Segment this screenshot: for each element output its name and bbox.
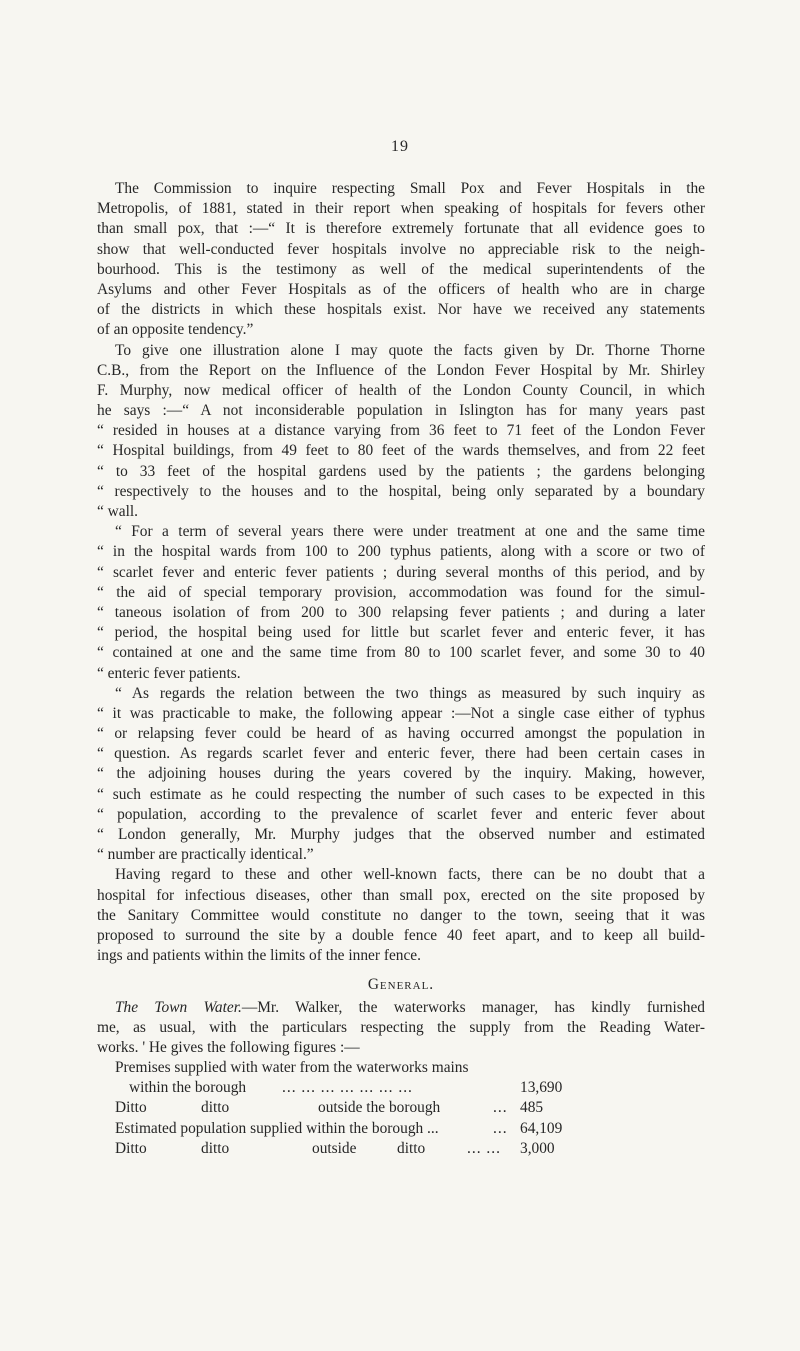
table-label: ditto: [201, 1139, 230, 1157]
table-value: 3,000: [520, 1139, 555, 1157]
text-line: “ question. As regards scarlet fever and enteric fever, there had been certain cases in: [97, 745, 705, 763]
text-line: “ wall.: [97, 503, 139, 520]
text-line: proposed to surround the site by a double fence 40 feet apart, and to keep all build-: [97, 926, 705, 944]
text-line: “ resided in houses at a distance varying from 36 feet to 71 feet of the London Fever: [97, 422, 705, 440]
text-line: “ contained at one and the same time from 80 to 100 scarlet fever, and some 30 to 40: [97, 644, 705, 662]
text-line: ings and patients within the limits of the inner fence.: [97, 947, 421, 965]
paragraph-town-water: [97, 998, 705, 1059]
text-line: To give one illustration alone I may quote the facts given by Dr. Thorne Thorne: [115, 341, 705, 359]
table-leader-dots: ... ...: [467, 1139, 501, 1157]
text-line: hospital for infectious diseases, other than small pox, erected on the site proposed by: [97, 886, 705, 904]
text-line: works. ' He gives the following figures :—: [97, 1038, 360, 1056]
table-label: Premises supplied with water from the waterworks mains: [115, 1059, 469, 1077]
table-value: 485: [520, 1099, 544, 1117]
text-line: bourhood. This is the testimony as well of the medical superintendents of the: [97, 260, 705, 278]
paragraph-commission-report: [97, 179, 705, 341]
page-number: 19: [391, 138, 409, 155]
text-line: “ to 33 feet of the hospital gardens used by the patients ; the gardens belonging: [97, 462, 705, 480]
text-line: “ scarlet fever and enteric fever patients ; during several months of this period, and by: [97, 563, 705, 581]
text-line: C.B., from the Report on the Influence of the London Fever Hospital by Mr. Shirley: [97, 361, 705, 379]
table-label: Estimated population supplied within the borough ...: [115, 1119, 439, 1137]
table-row: [97, 1139, 705, 1159]
table-value: 13,690: [520, 1079, 563, 1097]
text-line: “ London generally, Mr. Murphy judges that the observed number and estimated: [97, 826, 705, 843]
paragraph-treatment-term: [97, 522, 705, 684]
paragraph-conclusion: [97, 865, 705, 966]
text-line: he says :—“ A not inconsiderable population in Islington has for many years past: [97, 402, 705, 420]
text-run: —Mr. Walker, the waterworks manager, has kindly furnished: [241, 998, 705, 1016]
text-line: “ respectively to the houses and to the hospital, being only separated by a boundary: [97, 482, 705, 500]
text-line: me, as usual, with the particulars respecting the supply from the Reading Water-: [97, 1018, 705, 1036]
table-label: outside the borough: [318, 1099, 441, 1117]
table-value: 64,109: [520, 1119, 563, 1137]
text-line: The Commission to inquire respecting Small Pox and Fever Hospitals in the: [115, 180, 705, 197]
text-line: “ period, the hospital being used for little but scarlet fever and enteric fever, it has: [97, 624, 705, 642]
text-line: “ it was practicable to make, the following appear :—Not a single case either of typhus: [97, 704, 705, 722]
text-line: the Sanitary Committee would constitute no danger to the town, seeing that it was: [97, 906, 705, 924]
text-line: “ population, according to the prevalence of scarlet fever and enteric fever about: [97, 805, 705, 823]
text-line: “ taneous isolation of from 200 to 300 relapsing fever patients ; and during a later: [97, 603, 705, 621]
table-row: [97, 1058, 705, 1078]
text-line: “ As regards the relation between the two things as measured by such inquiry as: [115, 684, 705, 702]
text-line: “ enteric fever patients.: [97, 664, 241, 682]
text-line: “ For a term of several years there were under treatment at one and the same time: [115, 523, 705, 541]
table-label: ditto: [201, 1099, 230, 1117]
text-line: Having regard to these and other well-known facts, there can be no doubt that a: [115, 866, 705, 884]
table-label: ditto: [397, 1139, 426, 1157]
table-label: Ditto: [115, 1099, 147, 1117]
text-line: “ the aid of special temporary provision, accommodation was found for the simul-: [97, 583, 705, 601]
text-line: show that well-conducted fever hospitals involve no appreciable risk to the neigh-: [97, 240, 705, 258]
table-leader-dots: ...: [493, 1119, 508, 1137]
text-line: “ number are practically identical.”: [97, 846, 314, 864]
table-label: within the borough: [129, 1079, 247, 1097]
text-line: [97, 998, 705, 1018]
text-line: “ or relapsing fever could be heard of as having occurred amongst the population in: [97, 725, 705, 743]
section-heading: General.: [367, 976, 435, 994]
document-body: [97, 179, 705, 1159]
text-line: “ such estimate as he could respecting the number of such cases to be expected in this: [97, 785, 705, 803]
text-line: Asylums and other Fever Hospitals as of the officers of health who are in charge: [97, 280, 705, 298]
table-row: [97, 1098, 705, 1118]
text-line: “ Hospital buildings, from 49 feet to 80 feet of the wards themselves, and from 22 feet: [97, 442, 705, 460]
table-label: outside: [312, 1139, 357, 1157]
table-row: [97, 1078, 705, 1098]
text-line: “ the adjoining houses during the years covered by the inquiry. Making, however,: [97, 765, 705, 783]
text-line: F. Murphy, now medical officer of health of the London County Council, in which: [97, 381, 705, 399]
paragraph-thorne-illustration: [97, 341, 705, 523]
table-row: [97, 1119, 705, 1139]
text-line: of an opposite tendency.”: [97, 321, 254, 339]
paragraph-relation-inquiry: [97, 684, 705, 866]
text-line: “ in the hospital wards from 100 to 200 typhus patients, along with a score or two of: [97, 543, 705, 561]
text-line: of the districts in which these hospitals exist. Nor have we received any statements: [97, 301, 705, 319]
table-leader-dots: ...: [493, 1099, 508, 1117]
text-line: than small pox, that :—“ It is therefore extremely fortunate that all evidence goes to: [97, 220, 705, 238]
table-label: Ditto: [115, 1139, 147, 1157]
text-line: Metropolis, of 1881, stated in their report when speaking of hospitals for fevers other: [97, 200, 705, 218]
italic-lead: The Town Water.: [115, 998, 242, 1016]
water-figures-table: [97, 1058, 705, 1159]
table-leader-dots: ... ... ... ... ... ... ...: [282, 1079, 413, 1097]
